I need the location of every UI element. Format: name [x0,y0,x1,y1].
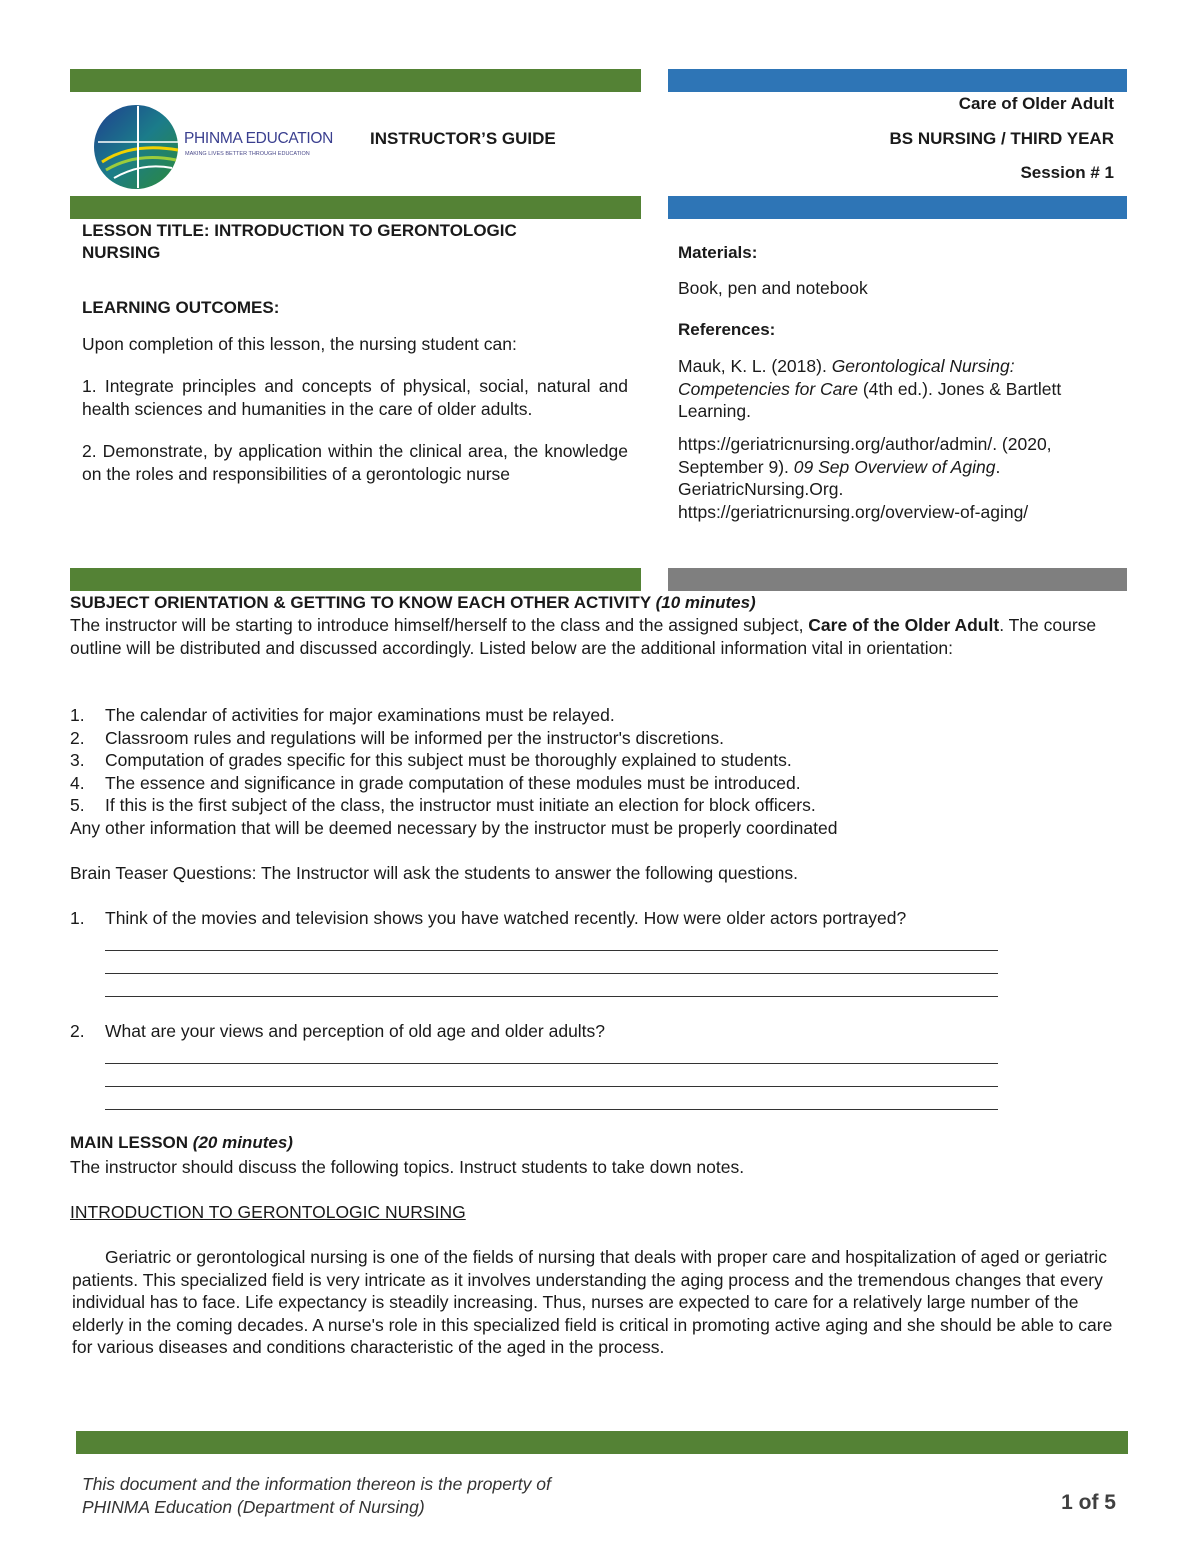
outcome-1: 1. Integrate principles and concepts of physical, social, natural and health sciences and humanities in the care of older adults. [82,376,628,419]
footer-bar [76,1431,1128,1454]
main-lesson-duration: (20 minutes) [192,1133,293,1152]
header-bar-right-bottom [668,196,1127,219]
orientation-heading [70,593,756,613]
lesson-title [82,220,517,264]
lesson-title-line2: NURSING [82,243,161,262]
list-item [70,772,1120,795]
answer-line[interactable] [105,950,998,951]
orientation-heading-text: SUBJECT ORIENTATION & GETTING TO KNOW EACH OTHER ACTIVITY [70,593,656,612]
materials-heading: Materials: [678,243,758,262]
reference-2-source: https://geriatricnursing.org/author/admin/. (2020, September 9). [678,434,1052,477]
outcomes-intro: Upon completion of this lesson, the nursing student can: [82,334,517,354]
header-bar-left-bottom [70,196,641,219]
list-item-number: 4. [70,772,85,793]
footer-notice-line2: PHINMA Education (Department of Nursing) [82,1496,425,1517]
lesson-title-line1: LESSON TITLE: INTRODUCTION TO GERONTOLOGIC [82,221,517,240]
phinma-logo [92,102,342,192]
course-name: Care of Older Adult [958,94,1114,113]
header-bar-right-top [668,69,1127,92]
question-2-number: 2. [70,1021,85,1041]
list-item-number: 3. [70,750,85,771]
orientation-p1-end: . The course outline will be distributed and discussed accordingly. Listed below are the additional information vital in orientation: [70,615,1097,658]
list-item-text: Computation of grades specific for this subject must be thoroughly explained to students. [105,750,792,771]
reference-1-title: Gerontological Nursing: Competencies for Care [678,356,1015,399]
list-item-number: 2. [70,727,85,748]
learning-outcomes-heading: LEARNING OUTCOMES: [82,298,280,317]
logo-tagline: MAKING LIVES BETTER THROUGH EDUCATION [185,151,310,157]
orientation-closing: Any other information that will be deemed necessary by the instructor must be properly coordinated [70,818,838,838]
question-2-text: What are your views and perception of old age and older adults? [105,1021,606,1041]
answer-line[interactable] [105,996,998,997]
main-lesson-heading [70,1133,293,1153]
guide-title: INSTRUCTOR’S GUIDE [370,129,556,148]
program-year: BS NURSING / THIRD YEAR [889,129,1114,148]
answer-line[interactable] [105,973,998,974]
outcome-2: 2. Demonstrate, by application within the clinical area, the knowledge on the roles and responsibilities of a gerontologic nurse [82,441,628,484]
reference-1-authors: Mauk, K. L. (2018). [678,356,832,376]
logo-name: PHINMA EDUCATION [184,130,334,147]
list-item [70,727,1120,750]
answer-line[interactable] [105,1063,998,1064]
reference-1-publisher: (4th ed.). Jones & Bartlett Learning. [678,378,1062,422]
session-number: Session # 1 [1020,163,1114,182]
header-bar-left-top [70,69,641,92]
list-item [70,794,1120,817]
list-item [70,704,1120,727]
answer-line[interactable] [105,1109,998,1110]
orientation-subject: Care of the Older Adult [808,615,1000,635]
list-item-number: 5. [70,795,85,816]
main-lesson-instruction: The instructor should discuss the following topics. Instruct students to take down notes. [70,1157,745,1177]
reference-2-title: 09 Sep Overview of Aging [793,456,996,477]
list-item-number: 1. [70,705,85,725]
question-1-text: Think of the movies and television shows you have watched recently. How were older actors portrayed? [105,908,907,928]
footer-notice [82,1473,551,1518]
section-bar-right [668,568,1127,591]
list-item-text: The essence and significance in grade computation of these modules must be introduced. [105,772,801,793]
orientation-p1-start: The instructor will be starting to introduce himself/herself to the class and the assigned subject, [70,615,809,635]
list-item-text: Classroom rules and regulations will be informed per the instructor's discretions. [105,727,725,748]
list-item-text: The calendar of activities for major examinations must be relayed. [105,705,615,725]
reference-2-site: . GeriatricNursing.Org. https://geriatricnursing.org/overview-of-aging/ [678,456,1029,522]
topic-title: INTRODUCTION TO GERONTOLOGIC NURSING [70,1202,466,1222]
list-item [70,749,1120,772]
phinma-logo-mark [92,102,182,192]
materials-text: Book, pen and notebook [678,278,868,298]
page-number: 1 of 5 [1061,1491,1116,1514]
orientation-duration: (10 minutes) [655,593,756,612]
footer-notice-line1: This document and the information thereon is the property of [82,1474,551,1494]
orientation-paragraph [70,614,1120,659]
question-1-number: 1. [70,908,85,928]
brain-teaser-intro: Brain Teaser Questions: The Instructor will ask the students to answer the following questions. [70,863,798,883]
orientation-list [70,704,1120,817]
answer-line[interactable] [105,1086,998,1087]
section-bar-left [70,568,641,591]
reference-2 [678,433,1118,523]
list-item-text: If this is the first subject of the class, the instructor must initiate an election for block officers. [105,795,816,816]
references-heading: References: [678,320,776,339]
reference-1 [678,355,1118,423]
main-lesson-heading-text: MAIN LESSON [70,1133,193,1152]
topic-paragraph: Geriatric or gerontological nursing is one of the fields of nursing that deals with proper care and hospitalization of aged or geriatric patients. This specialized field is very intricate as it involves understanding the aging process and the tremendous changes that every individual has to face. Life expectancy is steadily increasing. Thus, nurses are expected to care for a relatively large number of the elderly in the coming decades. A nurse's role in this specialized field is critical in promoting active aging and she should be able to care for various diseases and conditions characteristic of the aged in the process. [72,1247,1113,1358]
